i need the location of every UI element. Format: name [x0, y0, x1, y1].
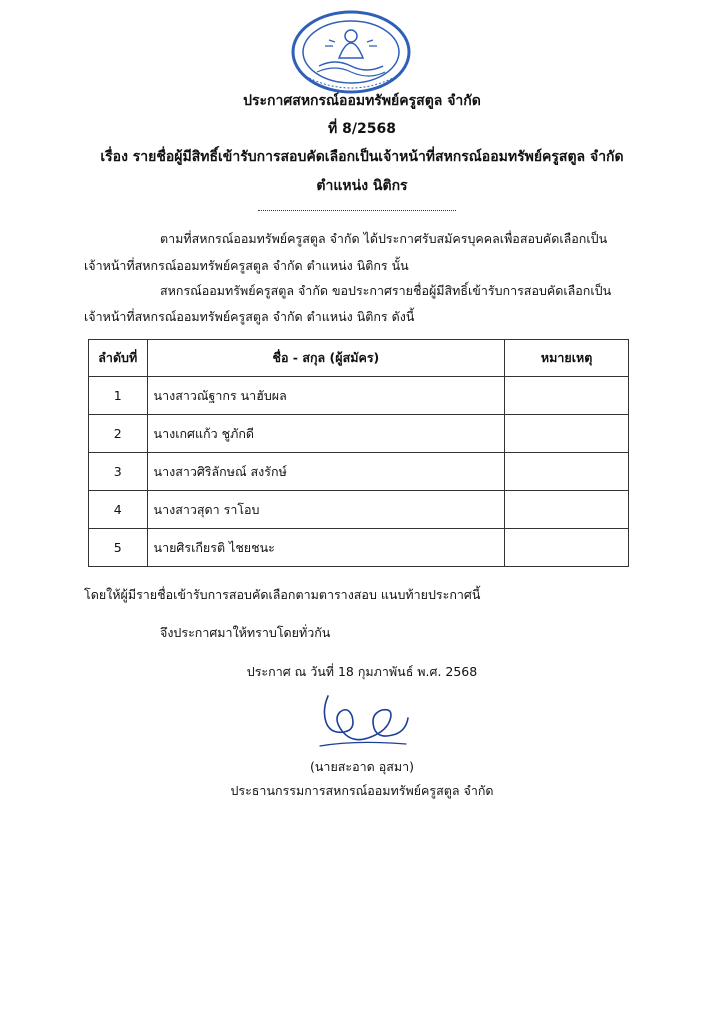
- row-name: นางสาวศิริลักษณ์ สงรักษ์: [147, 453, 505, 491]
- announcement-title: ประกาศสหกรณ์ออมทรัพย์ครูสตูล จำกัด: [243, 93, 481, 109]
- table-row: [89, 491, 629, 529]
- row-order: 3: [89, 453, 148, 491]
- paragraph-1-line-1: ตามที่สหกรณ์ออมทรัพย์ครูสตูล จำกัด ได้ประกาศรับสมัครบุคคลเพื่อสอบคัดเลือกเป็น: [160, 231, 608, 246]
- row-name: นางสาวสุดา ราโอบ: [147, 491, 505, 529]
- row-order: 5: [89, 529, 148, 567]
- row-name: นายศิรเกียรติ ไชยชนะ: [147, 529, 505, 567]
- paragraph-2-line-1: สหกรณ์ออมทรัพย์ครูสตูล จำกัด ขอประกาศรายชื่อผู้มีสิทธิ์เข้ารับการสอบคัดเลือกเป็น: [160, 283, 612, 298]
- table-row: [89, 415, 629, 453]
- row-name: นางสาวณัฐากร นาฮับผล: [147, 377, 505, 415]
- candidate-table: [88, 339, 629, 567]
- handwritten-signature: [316, 688, 412, 750]
- row-order: 2: [89, 415, 148, 453]
- table-row: [89, 453, 629, 491]
- row-remark: [505, 453, 629, 491]
- exam-schedule-note: โดยให้ผู้มีรายชื่อเข้ารับการสอบคัดเลือกตามตารางสอบ แนบท้ายประกาศนี้: [84, 587, 481, 602]
- table-row: [89, 377, 629, 415]
- row-name: นางเกศแก้ว ชูภักดี: [147, 415, 505, 453]
- column-header-name: ชื่อ - สกุล (ผู้สมัคร): [147, 340, 505, 377]
- row-remark: [505, 491, 629, 529]
- dotted-divider: [258, 210, 456, 211]
- row-remark: [505, 377, 629, 415]
- cooperative-seal-stamp: [289, 6, 413, 98]
- row-order: 4: [89, 491, 148, 529]
- announcement-position: ตำแหน่ง นิติกร: [316, 178, 408, 194]
- column-header-order: ลำดับที่: [89, 340, 148, 377]
- row-remark: [505, 415, 629, 453]
- signer-title: ประธานกรรมการสหกรณ์ออมทรัพย์ครูสตูล จำกัด: [230, 783, 494, 798]
- table-header-row: [89, 340, 629, 377]
- announcement-date: ประกาศ ณ วันที่ 18 กุมภาพันธ์ พ.ศ. 2568: [246, 664, 478, 679]
- paragraph-2-line-2: เจ้าหน้าที่สหกรณ์ออมทรัพย์ครูสตูล จำกัด ตำแหน่ง นิติกร ดังนี้: [84, 309, 415, 324]
- announcement-subject: เรื่อง รายชื่อผู้มีสิทธิ์เข้ารับการสอบคัดเลือกเป็นเจ้าหน้าที่สหกรณ์ออมทรัพย์ครูสตูล จำกัด: [100, 149, 624, 165]
- row-order: 1: [89, 377, 148, 415]
- table-row: [89, 529, 629, 567]
- column-header-remark: หมายเหตุ: [505, 340, 629, 377]
- row-remark: [505, 529, 629, 567]
- paragraph-1-line-2: เจ้าหน้าที่สหกรณ์ออมทรัพย์ครูสตูล จำกัด ตำแหน่ง นิติกร นั้น: [84, 258, 409, 273]
- signer-name: (นายสะอาด อุสมา): [310, 759, 414, 774]
- closing-announcement: จึงประกาศมาให้ทราบโดยทั่วกัน: [160, 625, 331, 640]
- announcement-number: ที่ 8/2568: [328, 121, 396, 137]
